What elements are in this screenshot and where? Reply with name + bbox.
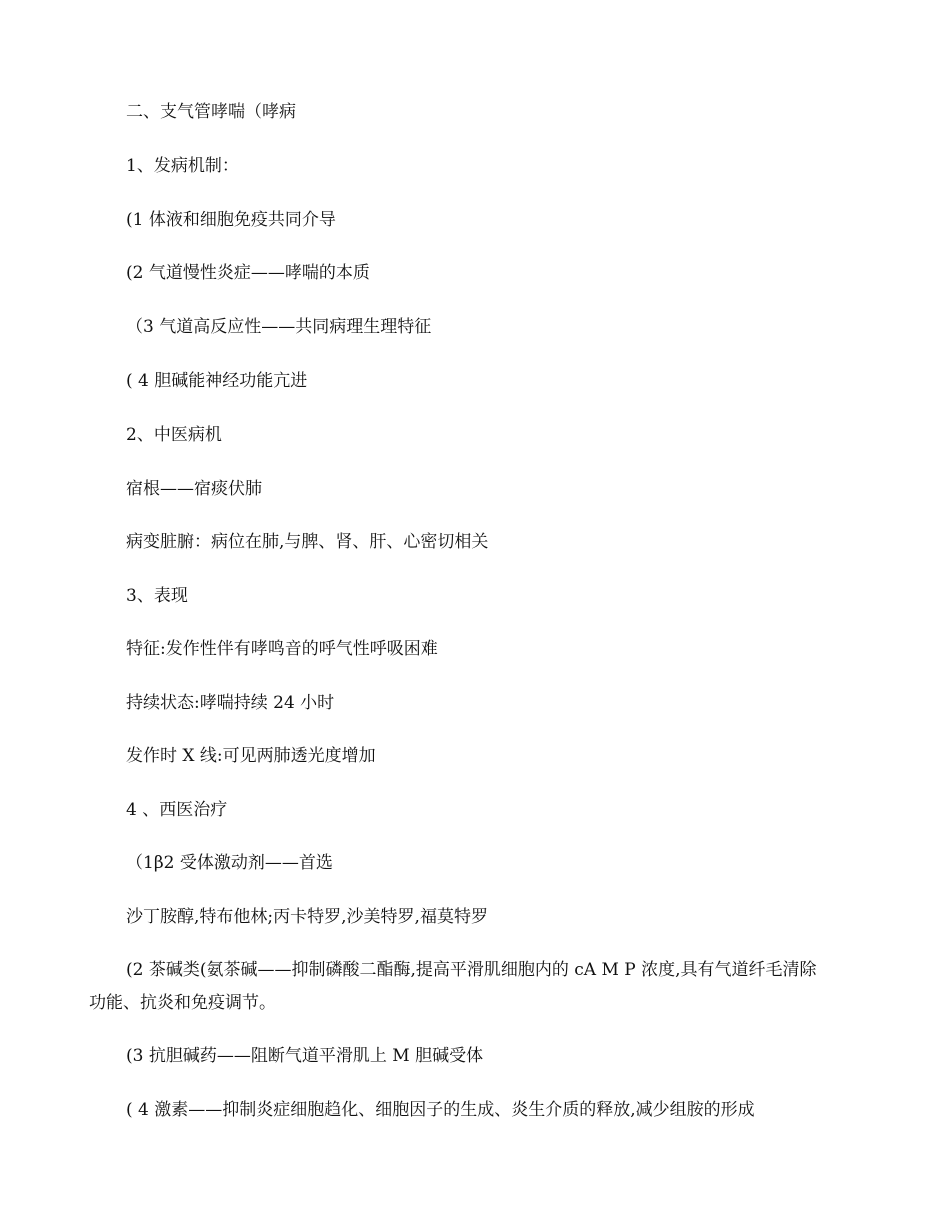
text-line: 持续状态:哮喘持续 24 小时 [126,693,335,713]
subheading-tcm: 2、中医病机 [126,425,222,445]
text-line: ( 4 胆碱能神经功能亢进 [126,371,308,391]
text-line: 沙丁胺醇,特布他林;丙卡特罗,沙美特罗,福莫特罗 [126,907,488,927]
text-line: (2 茶碱类(氨茶碱——抑制磷酸二酯酶,提高平滑肌细胞内的 cA M P 浓度,具有气道纤毛清除 [126,960,817,980]
text-line: （1β2 受体激动剂——首选 [126,853,333,873]
text-line: 宿根——宿痰伏肺 [126,479,262,499]
section-heading: 二、支气管哮喘（哮病 [126,102,296,122]
text-line: （3 气道高反应性——共同病理生理特征 [126,317,432,337]
subheading-pathogenesis: 1、发病机制： [126,156,239,176]
text-line-continuation: 功能、抗炎和免疫调节。 [89,993,276,1013]
text-line: 发作时 X 线:可见两肺透光度增加 [126,746,376,766]
text-line: (1 体液和细胞免疫共同介导 [126,210,336,230]
text-line: ( 4 激素——抑制炎症细胞趋化、细胞因子的生成、炎生介质的释放,减少组胺的形成 [126,1100,755,1120]
text-line: (3 抗胆碱药——阻断气道平滑肌上 M 胆碱受体 [126,1046,484,1066]
subheading-treatment: 4 、西医治疗 [126,800,228,820]
subheading-manifestation: 3、表现 [126,586,188,606]
text-line: (2 气道慢性炎症——哮喘的本质 [126,263,370,283]
text-line: 病变脏腑：病位在肺,与脾、肾、肝、心密切相关 [126,532,489,552]
text-line: 特征:发作性伴有哮鸣音的呼气性呼吸困难 [126,639,438,659]
